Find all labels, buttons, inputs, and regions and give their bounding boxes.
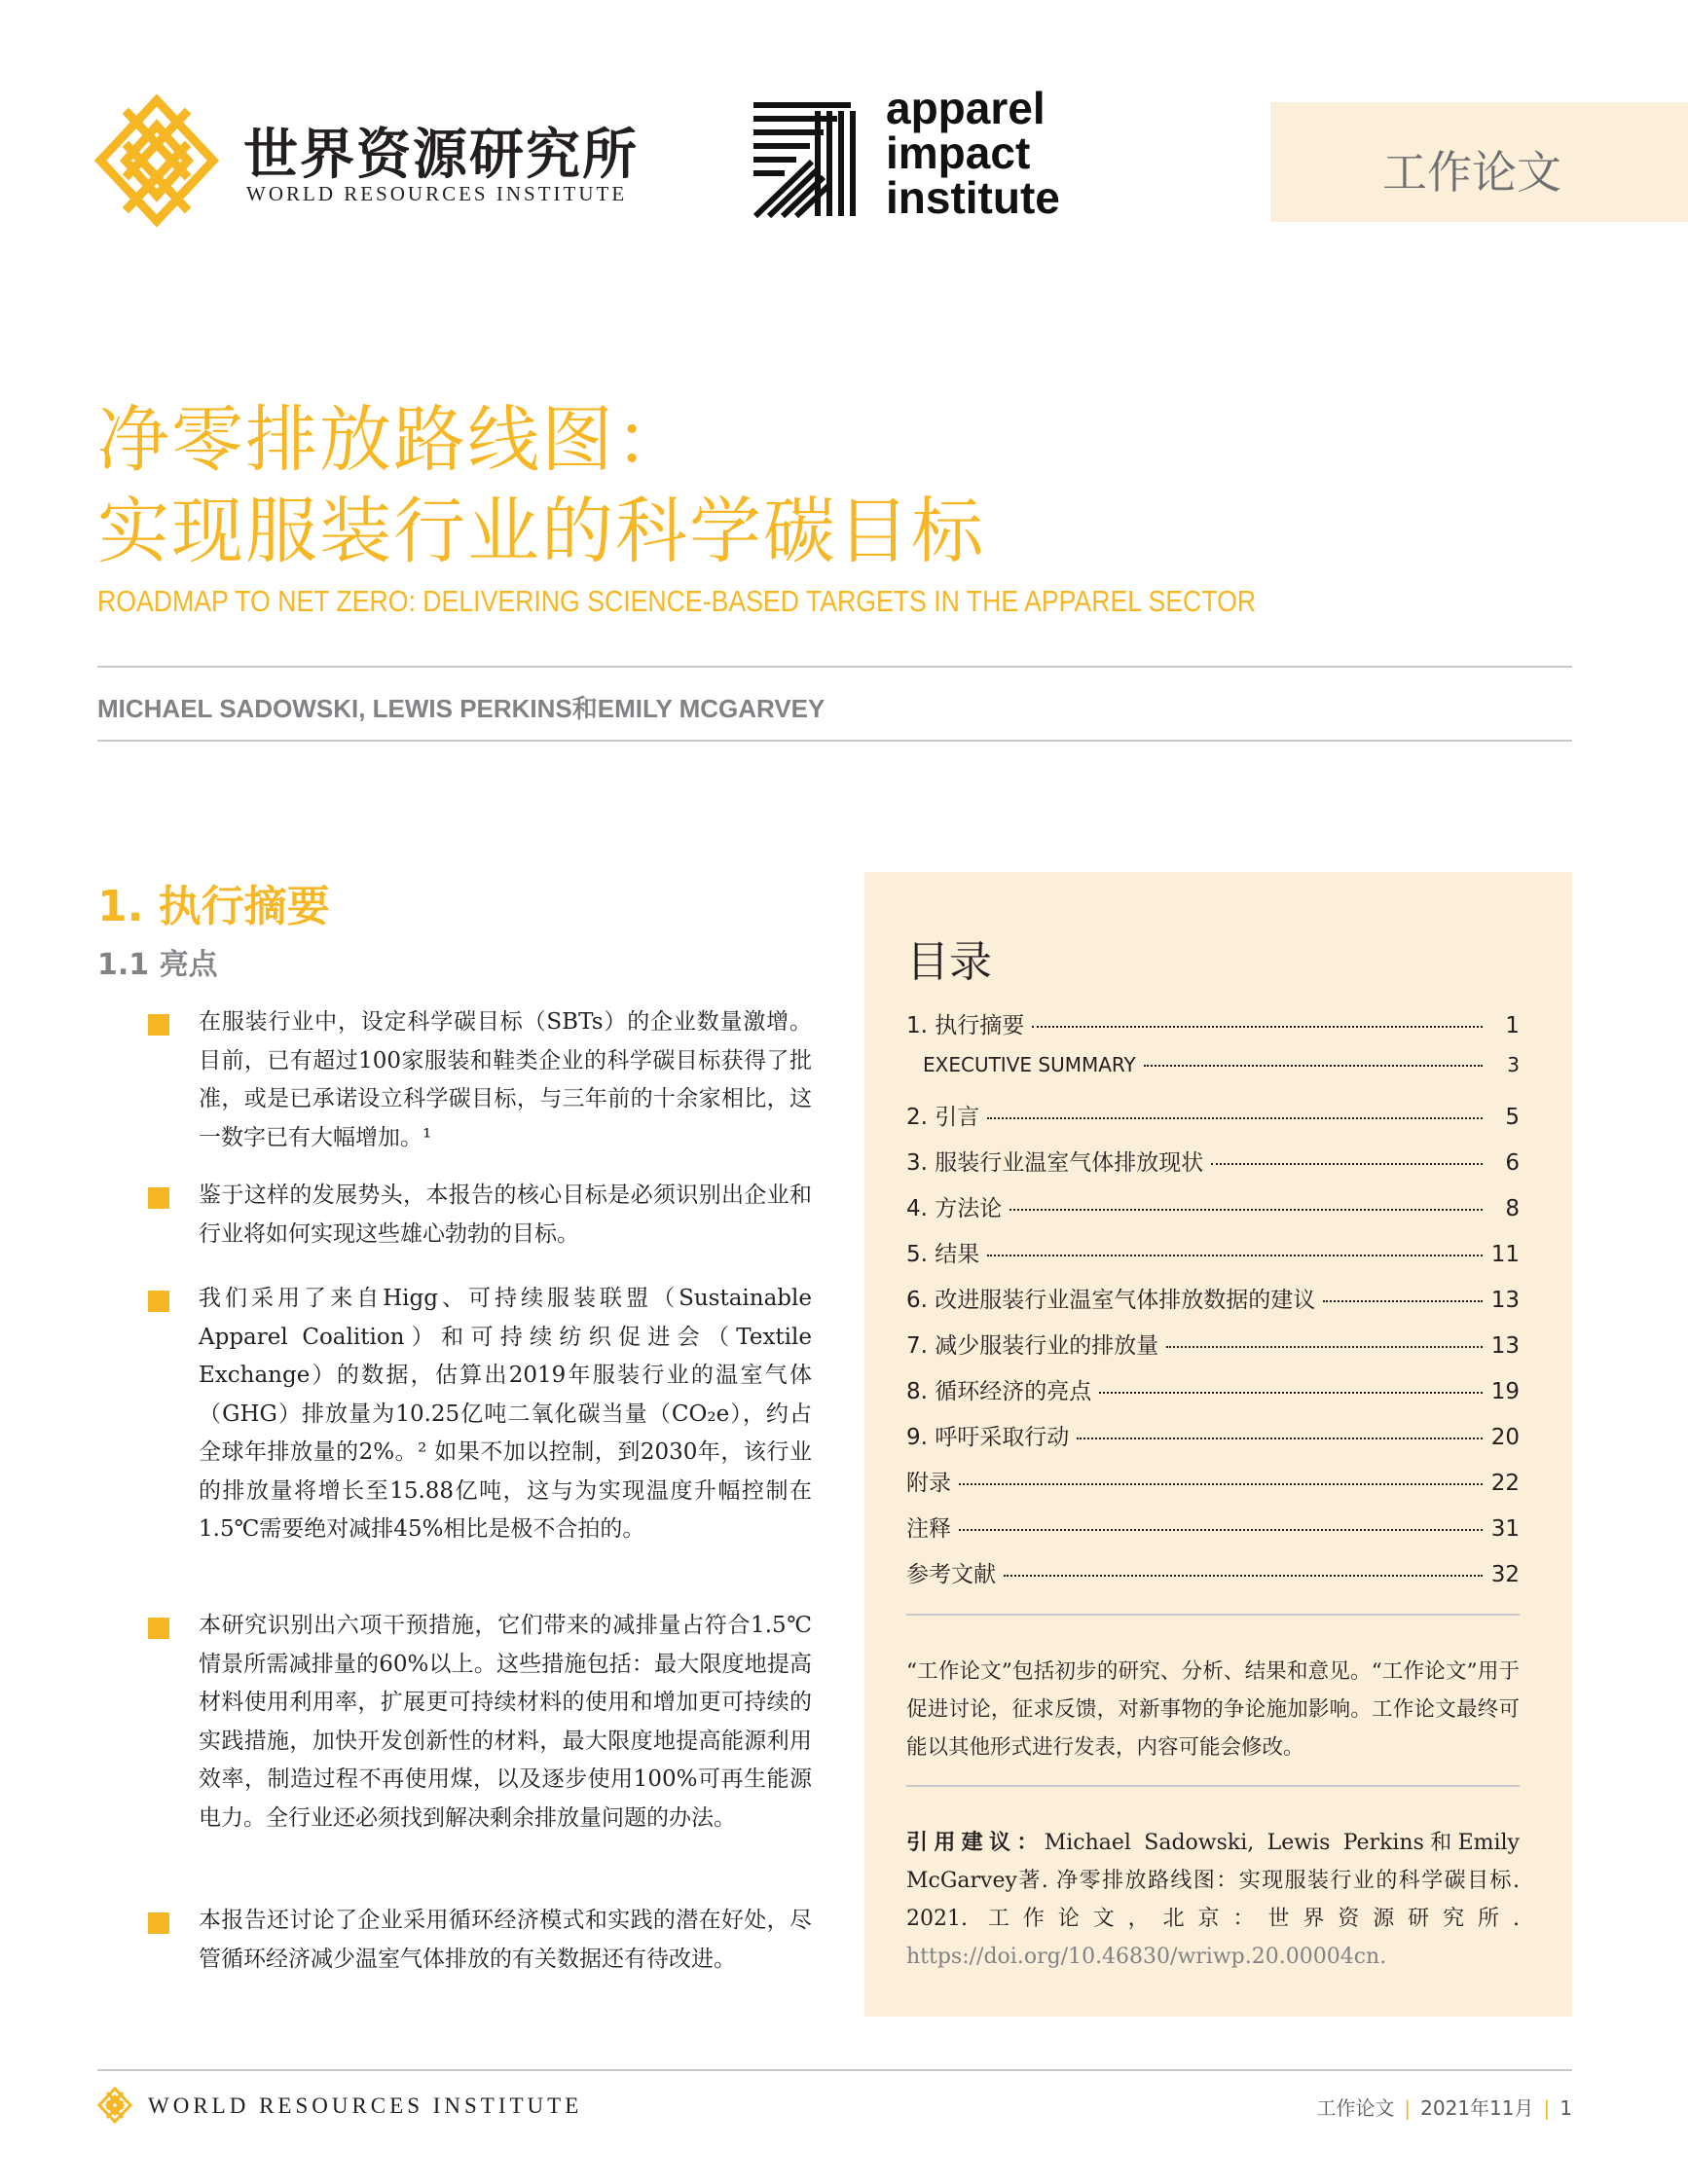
aii-logo-icon — [750, 101, 864, 218]
wri-name-en: WORLD RESOURCES INSTITUTE — [246, 182, 628, 205]
toc-leader — [1032, 1026, 1483, 1028]
toc-entry-page: 19 — [1490, 1379, 1520, 1404]
footer-doc-type: 工作论文 — [1316, 2096, 1395, 2120]
title-line-2: 实现服装行业的科学碳目标 — [97, 490, 985, 573]
highlight-paragraph: 鉴于这样的发展势头，本报告的核心目标是必须识别出企业和行业将如何实现这些雄心勃勃的目标。 — [199, 1183, 812, 1247]
toc-leader — [1004, 1575, 1483, 1577]
toc-leader — [987, 1255, 1483, 1256]
subsection-heading: 1.1 亮点 — [97, 948, 218, 982]
citation — [906, 1824, 1520, 1976]
toc-entry[interactable] — [906, 1419, 1520, 1452]
toc-leader — [1166, 1346, 1483, 1348]
footer-meta — [1316, 2093, 1572, 2121]
footer-date: 2021年11月 — [1420, 2096, 1534, 2120]
toc-entry[interactable] — [906, 1007, 1520, 1040]
toc-leader — [987, 1117, 1483, 1119]
toc-entry-label: 3. 服装行业温室气体排放现状 — [906, 1150, 1204, 1176]
toc-entry-page: 20 — [1490, 1425, 1520, 1450]
bullet-icon — [148, 1291, 169, 1312]
table-of-contents — [864, 872, 1572, 2017]
citation-doi-link[interactable]: https://doi.org/10.46830/wriwp.20.00004cn. — [906, 1945, 1387, 1969]
aii-wordmark — [886, 83, 1060, 223]
divider — [97, 666, 1572, 668]
toc-entry[interactable] — [906, 1465, 1520, 1498]
toc-entry-label: 1. 执行摘要 — [906, 1013, 1025, 1038]
toc-entry-label: 6. 改进服装行业温室气体排放数据的建议 — [906, 1288, 1316, 1313]
footer-org-name: WORLD RESOURCES INSTITUTE — [148, 2093, 583, 2118]
aii-line-1: apparel — [886, 83, 1046, 133]
toc-entry-label: 9. 呼吁采取行动 — [906, 1425, 1070, 1450]
toc-entry-label: 2. 引言 — [906, 1105, 980, 1130]
toc-leader — [1144, 1065, 1483, 1067]
toc-leader — [1099, 1392, 1483, 1394]
bullet-icon — [148, 1912, 169, 1934]
highlight-paragraph: 我们采用了来自Higg、可持续服装联盟（Sustainable Apparel Coalition）和可持续纺织促进会（Textile Exchange）的数据，估算出2019年服装行业的温室气体（GHG）排放量为10.25亿吨二氧化碳当量（CO₂e），约占全球年排放量的2%。² 如果不加以控制，到2030年，该行业的排放量将增长至15.88亿吨，这与为实现温度升幅控制在1.5℃需要绝对减排45%相比是极不合拍的。 — [199, 1286, 812, 1542]
footer-divider — [97, 2069, 1572, 2071]
toc-entry-label: 8. 循环经济的亮点 — [906, 1379, 1092, 1404]
working-paper-note: “工作论文”包括初步的研究、分析、结果和意见。“工作论文”用于促进讨论，征求反馈，对新事物的争论施加影响。工作论文最终可能以其他形式进行发表，内容可能会修改。 — [906, 1659, 1520, 1760]
toc-entry[interactable] — [923, 1053, 1520, 1086]
highlight-paragraph: 本报告还讨论了企业采用循环经济模式和实践的潜在好处，尽管循环经济减少温室气体排放的有关数据还有待改进。 — [199, 1908, 812, 1972]
toc-entry-label: 参考文献 — [906, 1562, 996, 1587]
page-number: 1 — [1560, 2096, 1572, 2120]
toc-entry-page: 8 — [1505, 1196, 1520, 1221]
wri-logo-icon — [92, 92, 222, 229]
toc-entry-label: 7. 减少服装行业的排放量 — [906, 1333, 1159, 1359]
bullet-icon — [148, 1187, 169, 1209]
toc-entry-page: 32 — [1490, 1562, 1520, 1587]
toc-entry-page: 11 — [1490, 1242, 1520, 1267]
title-english: ROADMAP TO NET ZERO: DELIVERING SCIENCE-BASED TARGETS IN THE APPAREL SECTOR — [97, 584, 1257, 618]
toc-entry[interactable] — [906, 1556, 1520, 1589]
toc-entry-page: 22 — [1490, 1471, 1520, 1496]
toc-leader — [959, 1529, 1483, 1531]
toc-leader — [1009, 1209, 1483, 1211]
toc-entry[interactable] — [906, 1328, 1520, 1361]
aii-line-2: impact — [886, 127, 1031, 178]
toc-title: 目录 — [906, 937, 992, 987]
toc-divider — [906, 1785, 1520, 1787]
doc-type-label: 工作论文 — [1382, 146, 1561, 199]
aii-line-3: institute — [886, 172, 1060, 223]
toc-entry[interactable] — [906, 1282, 1520, 1315]
section-heading: 1. 执行摘要 — [97, 882, 330, 931]
highlight-paragraph: 本研究识别出六项干预措施，它们带来的减排量占符合1.5℃情景所需减排量的60%以上。这些措施包括：最大限度地提高材料使用利用率，扩展更可持续材料的使用和增加更可持续的实践措施，加快开发创新性的材料，最大限度地提高能源利用效率，制造过程不再使用煤，以及逐步使用100%可再生能源电力。全行业还必须找到解决剩余排放量问题的办法。 — [199, 1613, 812, 1831]
footer-separator: | — [1404, 2096, 1412, 2120]
wri-logo — [92, 92, 638, 229]
toc-entry[interactable] — [906, 1099, 1520, 1132]
toc-entry-label: 附录 — [906, 1471, 951, 1496]
toc-entry[interactable] — [906, 1236, 1520, 1269]
footer-separator: | — [1543, 2096, 1551, 2120]
toc-entry-label: 注释 — [906, 1516, 951, 1542]
bullet-icon — [148, 1014, 169, 1036]
toc-entry-page: 13 — [1490, 1333, 1520, 1359]
doc-type-tag — [1270, 102, 1688, 222]
divider — [97, 740, 1572, 742]
toc-entry-page: 6 — [1505, 1150, 1520, 1176]
toc-entry[interactable] — [906, 1145, 1520, 1178]
toc-entry-page: 13 — [1490, 1288, 1520, 1313]
toc-entry-page: 1 — [1505, 1013, 1520, 1038]
toc-entry[interactable] — [906, 1373, 1520, 1406]
citation-label: 引用建议： — [906, 1830, 1045, 1855]
toc-entry-label: 4. 方法论 — [906, 1196, 1003, 1221]
toc-entry[interactable] — [906, 1190, 1520, 1223]
authors: MICHAEL SADOWSKI, LEWIS PERKINS和EMILY MCGARVEY — [97, 694, 826, 723]
toc-entry-label: 5. 结果 — [906, 1242, 980, 1267]
toc-entry-label: EXECUTIVE SUMMARY — [923, 1053, 1136, 1076]
toc-leader — [1077, 1438, 1483, 1439]
toc-entry[interactable] — [906, 1511, 1520, 1544]
toc-entry-page: 3 — [1507, 1053, 1520, 1076]
toc-divider — [906, 1614, 1520, 1616]
toc-entry-page: 31 — [1490, 1516, 1520, 1542]
toc-leader — [959, 1483, 1483, 1485]
apparel-impact-institute-logo — [750, 83, 1100, 227]
bullet-icon — [148, 1618, 169, 1639]
citation-text: Michael Sadowski, Lewis Perkins和Emily McGarvey著. 净零排放路线图：实现服装行业的科学碳目标. 2021. 工作论文，北京：世界资源研究所. — [906, 1831, 1520, 1931]
toc-leader — [1211, 1163, 1483, 1165]
toc-entry-page: 5 — [1505, 1105, 1520, 1130]
wri-footer-logo-icon — [97, 2087, 132, 2124]
toc-leader — [1323, 1300, 1483, 1302]
title-line-1: 净零排放路线图： — [97, 398, 689, 482]
wri-name-cn: 世界资源研究所 — [243, 124, 639, 187]
highlight-paragraph: 在服装行业中，设定科学碳目标（SBTs）的企业数量激增。目前，已有超过100家服装和鞋类企业的科学碳目标获得了批准，或是已承诺设立科学碳目标，与三年前的十余家相比，这一数字已有大幅增加。¹ — [199, 1009, 812, 1150]
